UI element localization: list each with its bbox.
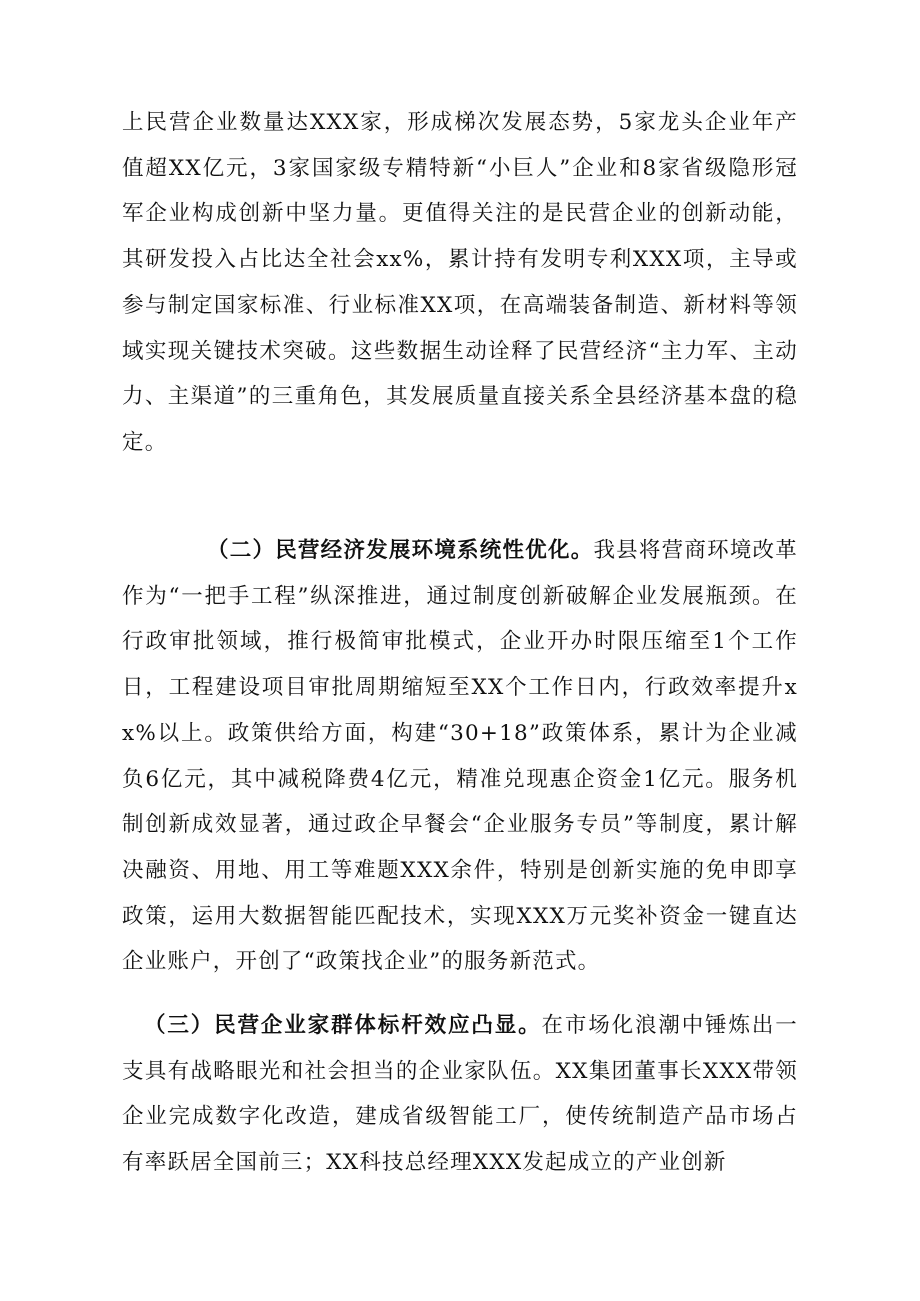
- paragraph-1: [122, 100, 798, 466]
- paragraph-2: [122, 528, 798, 985]
- paragraph-1-body: 上民营企业数量达XXX家，形成梯次发展态势，5家龙头企业年产值超XX亿元，3家国家级专精特新“小巨人”企业和8家省级隐形冠军企业构成创新中坚力量。更值得关注的是民营企业的创新动能，其研发投入占比达全社会xx%，累计持有发明专利XXX项，主导或参与制定国家标准、行业标准XX项，在高端装备制造、新材料等领域实现关键技术突破。这些数据生动诠释了民营经济“主力军、主动力、主渠道”的三重角色，其发展质量直接关系全县经济基本盘的稳定。: [122, 110, 798, 455]
- paragraph-2-body: 我县将营商环境改革作为“一把手工程”纵深推进，通过制度创新破解企业发展瓶颈。在行政审批领域，推行极简审批模式，企业开办时限压缩至1个工作日，工程建设项目审批周期缩短至XX个工作日内，行政效率提升xx%以上。政策供给方面，构建“30+18”政策体系，累计为企业减负6亿元，其中减税降费4亿元，精准兑现惠企资金1亿元。服务机制创新成效显著，通过政企早餐会“企业服务专员”等制度，累计解决融资、用地、用工等难题XXX余件，特别是创新实施的免申即享政策，运用大数据智能匹配技术，实现XXX万元奖补资金一键直达企业账户，开创了“政策找企业”的服务新范式。: [122, 538, 798, 975]
- section-heading-3: （三）民营企业家群体标杆效应凸显。: [144, 1013, 542, 1038]
- section-heading-2: （二）民营经济发展环境系统性优化。: [207, 538, 594, 563]
- paragraph-3: [122, 1003, 798, 1186]
- paragraph-3-body: 在市场化浪潮中锤炼出一支具有战略眼光和社会担当的企业家队伍。XX集团董事长XXX带领企业完成数字化改造，建成省级智能工厂，使传统制造产品市场占有率跃居全国前三；XX科技总经理XXX发起成立的产业创新: [122, 1013, 798, 1176]
